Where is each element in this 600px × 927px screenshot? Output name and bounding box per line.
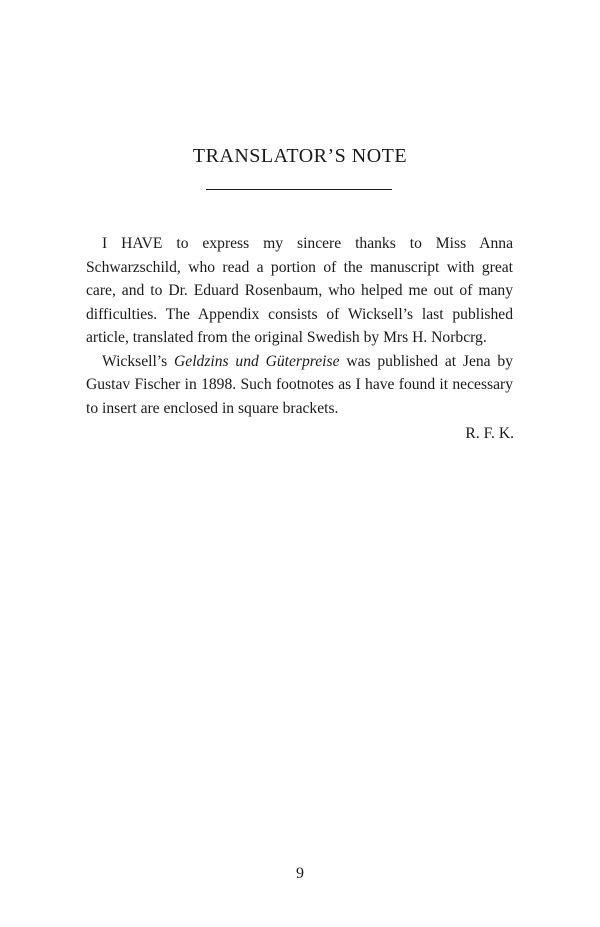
book-title-italic: Geldzins und Güterpreise bbox=[174, 352, 340, 370]
translator-signature: R. F. K. bbox=[465, 425, 514, 442]
title-divider bbox=[206, 189, 392, 190]
paragraph-thanks: I HAVE to express my sincere thanks to Miss Anna Schwarzschild, who read a portion of the manuscript with great care, and to Dr. Eduard Rosenbaum, who helped me out of many difficulties. The Appendix consists of Wicksell’s last published article, translated from the original Swedish by Mrs H. Norbcrg. bbox=[86, 235, 513, 346]
note-body bbox=[86, 232, 513, 420]
page-number: 9 bbox=[296, 865, 304, 882]
publication-text-after: was published at Jena by Gustav Fischer in 1898. Such footnotes as I have found it necessary to insert are enclosed in square brackets. bbox=[86, 352, 513, 417]
paragraph-publication bbox=[86, 350, 513, 421]
publication-text-before: Wicksell’s bbox=[102, 352, 175, 370]
page-title: TRANSLATOR’S NOTE bbox=[192, 145, 408, 167]
